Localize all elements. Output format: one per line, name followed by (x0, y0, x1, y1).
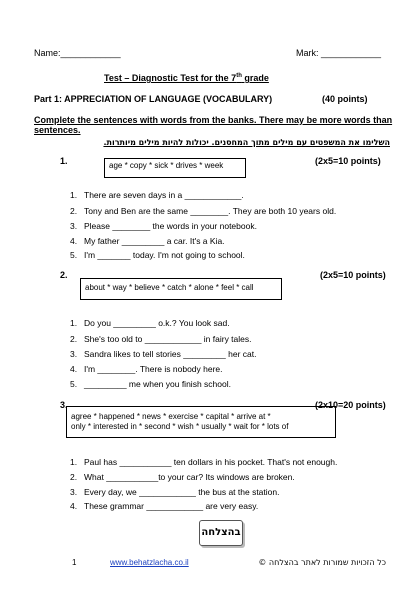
word-bank-1 (104, 158, 246, 178)
section-1-number: 1. (60, 156, 68, 166)
list-item: 3. Please ________ the words in your notebook. (70, 221, 257, 231)
sentence-text: There are seven days in a ____________. (84, 190, 244, 200)
sentence-text: Do you _________ o.k.? You look sad. (84, 318, 230, 328)
page-number: 1 (72, 558, 77, 567)
list-item: 5. I'm _______ today. I'm not going to school. (70, 250, 245, 260)
section-3-points: (2x10=20 points) (315, 400, 386, 410)
section-2-number: 2. (60, 270, 68, 280)
word-bank-3 (66, 406, 336, 438)
sentence-text: Paul has ___________ ten dollars in his pocket. That's not enough. (84, 457, 338, 467)
copyright-notice: כל הזכויות שמורות לאתר בהצלחה © (258, 558, 386, 567)
test-title-superscript: th (236, 73, 242, 79)
mark-field-label: Mark: ____________ (296, 48, 382, 58)
name-field-label: Name:____________ (34, 48, 121, 58)
test-title-prefix: Test – Diagnostic Test for the 7 (104, 73, 237, 83)
part1-points: (40 points) (322, 94, 368, 104)
list-item: 3. Every day, we ____________ the bus at the station. (70, 487, 280, 497)
test-title (104, 73, 269, 84)
word-bank-3-line-2: only * interested in * second * wish * usually * wait for * lots of (71, 422, 289, 431)
section-2-points: (2x5=10 points) (320, 270, 386, 280)
list-item: 4. I'm ________. There is nobody here. (70, 364, 223, 374)
list-item: 1. There are seven days in a ____________. (70, 190, 244, 200)
list-item: 2. Tony and Ben are the same ________. They are both 10 years old. (70, 206, 337, 216)
part1-heading: Part 1: APPRECIATION OF LANGUAGE (VOCABULARY) (34, 94, 273, 104)
behatzlacha-logo: בהצלחה (199, 520, 243, 546)
word-bank-3-line-1: agree * happened * news * exercise * capital * arrive at * (71, 412, 271, 421)
word-bank-2 (80, 278, 282, 300)
sentence-text: I'm _______ today. I'm not going to school. (84, 250, 245, 260)
sentence-text: Tony and Ben are the same ________. They are both 10 years old. (84, 206, 337, 216)
section-1-points: (2x5=10 points) (315, 156, 381, 166)
list-item: 1. Paul has ___________ ten dollars in his pocket. That's not enough. (70, 457, 338, 467)
sentence-text: These grammar ____________ are very easy. (84, 501, 259, 511)
sentence-text: I'm ________. There is nobody here. (84, 364, 223, 374)
sentence-text: Please ________ the words in your notebook. (84, 221, 257, 231)
list-item: 4. These grammar ____________ are very easy. (70, 501, 259, 511)
section-3-number: 3. (60, 400, 68, 410)
word-bank-1-words: age * copy * sick * drives * week (109, 161, 224, 170)
list-item: 2. She's too old to ____________ in fairy tales. (70, 334, 252, 344)
instruction-hebrew: השלימו את המשפטים עם מילים מתוך המחסנים. יכולות להיות מילים מיותרות. (103, 138, 390, 147)
test-title-suffix: grade (241, 73, 269, 83)
word-bank-2-words: about * way * believe * catch * alone * feel * call (85, 283, 254, 292)
website-link[interactable]: www.behatzlacha.co.il (110, 558, 189, 567)
list-item: 2. What ___________to your car? Its windows are broken. (70, 472, 295, 482)
sentence-text: Sandra likes to tell stories _________ her cat. (84, 349, 257, 359)
instruction-line-2: sentences. (34, 125, 81, 135)
sentence-text: My father _________ a car. It's a Kia. (84, 236, 225, 246)
list-item: 3. Sandra likes to tell stories _________ her cat. (70, 349, 257, 359)
list-item: 4. My father _________ a car. It's a Kia. (70, 236, 225, 246)
sentence-text: She's too old to ____________ in fairy tales. (84, 334, 252, 344)
sentence-text: What ___________to your car? Its windows are broken. (84, 472, 295, 482)
sentence-text: _________ me when you finish school. (84, 379, 231, 389)
instruction-line-1: Complete the sentences with words from the banks. There may be more words than (34, 115, 393, 125)
list-item: 1. Do you _________ o.k.? You look sad. (70, 318, 230, 328)
list-item: 5. _________ me when you finish school. (70, 379, 231, 389)
sentence-text: Every day, we ____________ the bus at the station. (84, 487, 280, 497)
